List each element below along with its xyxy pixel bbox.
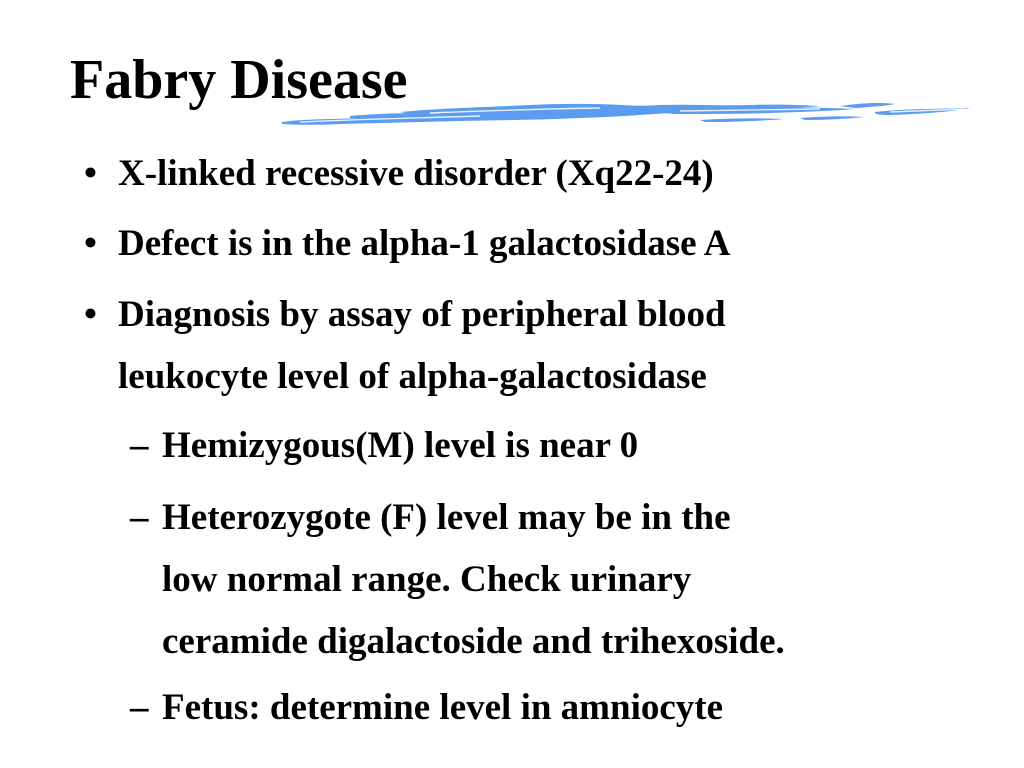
- sub-bullet-text: [162, 487, 785, 673]
- sub-bullet-line: ceramide digalactoside and trihexoside.: [162, 621, 785, 662]
- sub-bullet-line: Fetus: determine level in amniocyte: [162, 687, 724, 728]
- bullet-line: leukocyte level of alpha-galactosidase: [118, 356, 707, 397]
- sub-bullet-line: Hemizygous(M) level is near 0: [162, 425, 639, 466]
- sub-bullet-text: [162, 415, 638, 477]
- bullet-text: [118, 143, 714, 205]
- bullet-marker: •: [84, 294, 97, 335]
- bullet-line: Diagnosis by assay of peripheral blood: [118, 294, 726, 335]
- bullet-marker: •: [84, 223, 97, 264]
- bullet-marker: •: [84, 153, 97, 194]
- bullet-text: [118, 213, 731, 275]
- sub-bullet-marker: –: [130, 425, 149, 466]
- sub-bullet-marker: –: [130, 687, 149, 728]
- sub-bullet-line: Heterozygote (F) level may be in the: [162, 497, 731, 538]
- sub-bullet-line: low normal range. Check urinary: [162, 559, 692, 600]
- bullet-text: [118, 284, 726, 408]
- bullet-line: X-linked recessive disorder (Xq22-24): [118, 153, 714, 194]
- slide-title: Fabry Disease: [70, 49, 408, 111]
- sub-bullet-text: [162, 677, 723, 739]
- bullet-line: Defect is in the alpha-1 galactosidase A: [118, 223, 731, 264]
- sub-bullet-marker: –: [130, 497, 149, 538]
